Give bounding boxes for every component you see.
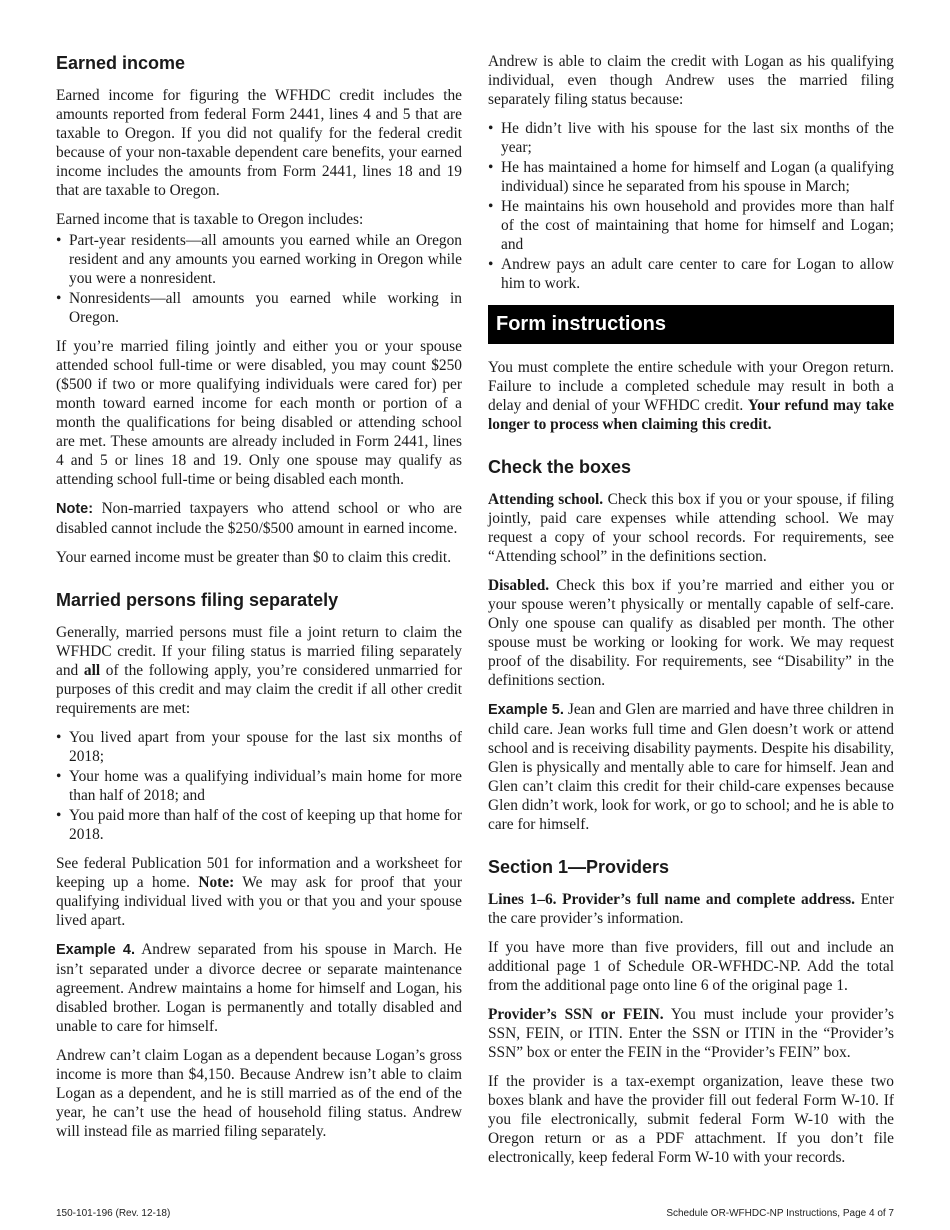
list-item: • Andrew pays an adult care center to care for Logan to allow him to work. (488, 255, 894, 293)
andrew-paragraph: Andrew is able to claim the credit with Logan as his qualifying individual, even though Andrew uses the married filing separately filing status because: (488, 53, 894, 108)
married-separately-paragraph-1 (56, 623, 462, 718)
married-separately-heading: Married persons filing separately (56, 590, 339, 610)
earned-income-list (56, 231, 462, 327)
section-1-heading: Section 1—Providers (488, 857, 670, 877)
text-span: Generally, married persons must file a joint return to claim the WFHDC credit. If your filing status is married filing separately and (56, 624, 462, 679)
text-span: We may ask for proof that your qualifying individual lived with you or that you and your spouse lived apart. (56, 874, 462, 929)
earned-income-paragraph-1: Earned income for figuring the WFHDC credit includes the amounts reported from federal Form 2441, lines 4 and 5 that are taxable to Oregon. If you did not qualify for the federal credit because of your non-taxable dependent care benefits, your earned income includes the amounts from Form 2441, lines 18 and 19 that are taxable to Oregon. (56, 87, 462, 199)
married-separately-paragraph-2 (56, 854, 462, 930)
lines-1-6-paragraph (488, 890, 894, 928)
provider-ssn-label: Provider’s SSN or FEIN. (488, 1006, 664, 1023)
form-number: 150-101-196 (Rev. 12-18) (56, 1208, 171, 1219)
attending-school-paragraph (488, 490, 894, 566)
married-separately-list (56, 728, 462, 844)
text-span: See federal Publication 501 for information and a worksheet for keeping up a home. (56, 855, 462, 891)
example-4-text: Andrew separated from his spouse in March. He isn’t separated under a divorce decree or separate maintenance agreement. Andrew maintains a home for himself and Logan, his disabled brother. Logan is permanently and totally disabled and unable to care for himself. (56, 941, 462, 1035)
text-span: Check this box if you’re married and either you or your spouse weren’t physically or mentally capable of self-care. Only one spouse can qualify as disabled per month. The other spouse must be working or looking for work. We may request proof of the disability. For requirements, see “Disability” in the definitions section. (488, 577, 894, 689)
list-item: • Your home was a qualifying individual’s main home for more than half of 2018; and (56, 767, 462, 805)
example-5-text: Jean and Glen are married and have three children in child care. Jean works full time and Glen doesn’t work or attend school and is receiving disability payments. Despite his disability, Glen is physically and mentally able to care for himself. Jean and Glen can’t claim this credit for their child-care expenses because Glen didn’t work, look for work, or go to school; and he is able to care for himself. (488, 701, 894, 833)
left-column (56, 52, 462, 1151)
text-span: Check this box if you or your spouse, if filing jointly, paid care expenses while attending school. We may request a copy of your school records. For requirements, see “Attending school” in the definitions section. (488, 491, 895, 565)
note-text: Non-married taxpayers who attend school or who are disabled cannot include the $250/$500 amount in earned income. (56, 500, 462, 537)
emphasis-all: all (83, 662, 101, 679)
note-label: Note: (198, 874, 235, 891)
earned-income-note (56, 499, 462, 538)
more-providers-paragraph: If you have more than five providers, fill out and include an additional page 1 of Schedule OR-WFHDC-NP. Add the total from the additional page onto line 6 of the original page 1. (488, 939, 894, 994)
earned-income-heading: Earned income (56, 53, 186, 73)
disabled-label: Disabled. (488, 577, 550, 594)
example-4-label: Example 4. (56, 942, 135, 958)
lines-1-6-label: Lines 1–6. Provider’s full name and complete address. (488, 891, 856, 908)
provider-ssn-paragraph (488, 1005, 894, 1062)
example-5-label: Example 5. (488, 702, 564, 718)
earned-income-paragraph-4: Your earned income must be greater than $0 to claim this credit. (56, 549, 452, 566)
page-label: Schedule OR-WFHDC-NP Instructions, Page 4 of 7 (666, 1208, 894, 1219)
example-4 (56, 940, 462, 1036)
text-span: of the following apply, you’re considered unmarried for purposes of this credit and may claim the credit if all other credit requirements are met: (56, 662, 462, 717)
list-item: • Part-year residents—all amounts you earned while an Oregon resident and any amounts you earned working in Oregon while you were a nonresident. (56, 231, 462, 288)
tax-exempt-paragraph: If the provider is a tax-exempt organization, leave these two boxes blank and have the provider fill out federal Form W-10. If you file electronically, submit federal Form W-10 with the Oregon return or as a PDF attachment. If you don’t file electronically, keep federal Form W-10 with your records. (488, 1073, 894, 1166)
right-column (488, 52, 894, 1177)
example-5 (488, 700, 894, 834)
text-span: You must complete the entire schedule with your Oregon return. Failure to include a completed schedule may result in both a delay and denial of your WFHDC credit. (488, 359, 894, 414)
check-boxes-heading: Check the boxes (488, 457, 632, 477)
form-instructions-paragraph (488, 358, 894, 434)
list-item: • He didn’t live with his spouse for the last six months of the year; (488, 119, 894, 157)
list-item: • Nonresidents—all amounts you earned while working in Oregon. (56, 289, 462, 327)
text-span: You must include your provider’s SSN, FEIN, or ITIN. Enter the SSN or ITIN in the “Provider’s SSN” box or enter the FEIN in the “Provider’s FEIN” box. (488, 1006, 894, 1061)
form-instructions-banner: Form instructions (488, 305, 894, 344)
text-span: Enter the care provider’s information. (488, 891, 894, 927)
refund-warning: Your refund may take longer to process when claiming this credit. (488, 397, 894, 433)
married-separately-paragraph-3: Andrew can’t claim Logan as a dependent because Logan’s gross income is more than $4,150. Because Andrew isn’t able to claim Logan as a dependent, and he is still married as of the end of the year, he can’t use the head of household filing status. Andrew will instead file as married filing separately. (56, 1047, 462, 1140)
list-item: • You paid more than half of the cost of keeping up that home for 2018. (56, 806, 462, 844)
list-item: • He has maintained a home for himself and Logan (a qualifying individual) since he separated from his spouse in March; (488, 158, 894, 196)
list-item: • You lived apart from your spouse for the last six months of 2018; (56, 728, 462, 766)
disabled-paragraph (488, 576, 894, 690)
list-item: • He maintains his own household and provides more than half of the cost of maintaining that home for himself and Logan; and (488, 197, 894, 254)
note-label: Note: (56, 501, 94, 517)
andrew-list (488, 119, 894, 293)
earned-income-paragraph-3: If you’re married filing jointly and either you or your spouse attended school full-time or were disabled, you may count $250 ($500 if two or more qualifying individuals were cared for) per month toward earned income for each month or portion of a month the qualifications for being disabled or attending school are met. These amounts are already included in Form 2441, lines 4 and 5 or lines 18 and 19. Only one spouse may qualify as attending school full-time or being disabled each month. (56, 338, 462, 488)
earned-income-paragraph-2: Earned income that is taxable to Oregon includes: (56, 211, 364, 228)
attending-school-label: Attending school. (488, 491, 604, 508)
